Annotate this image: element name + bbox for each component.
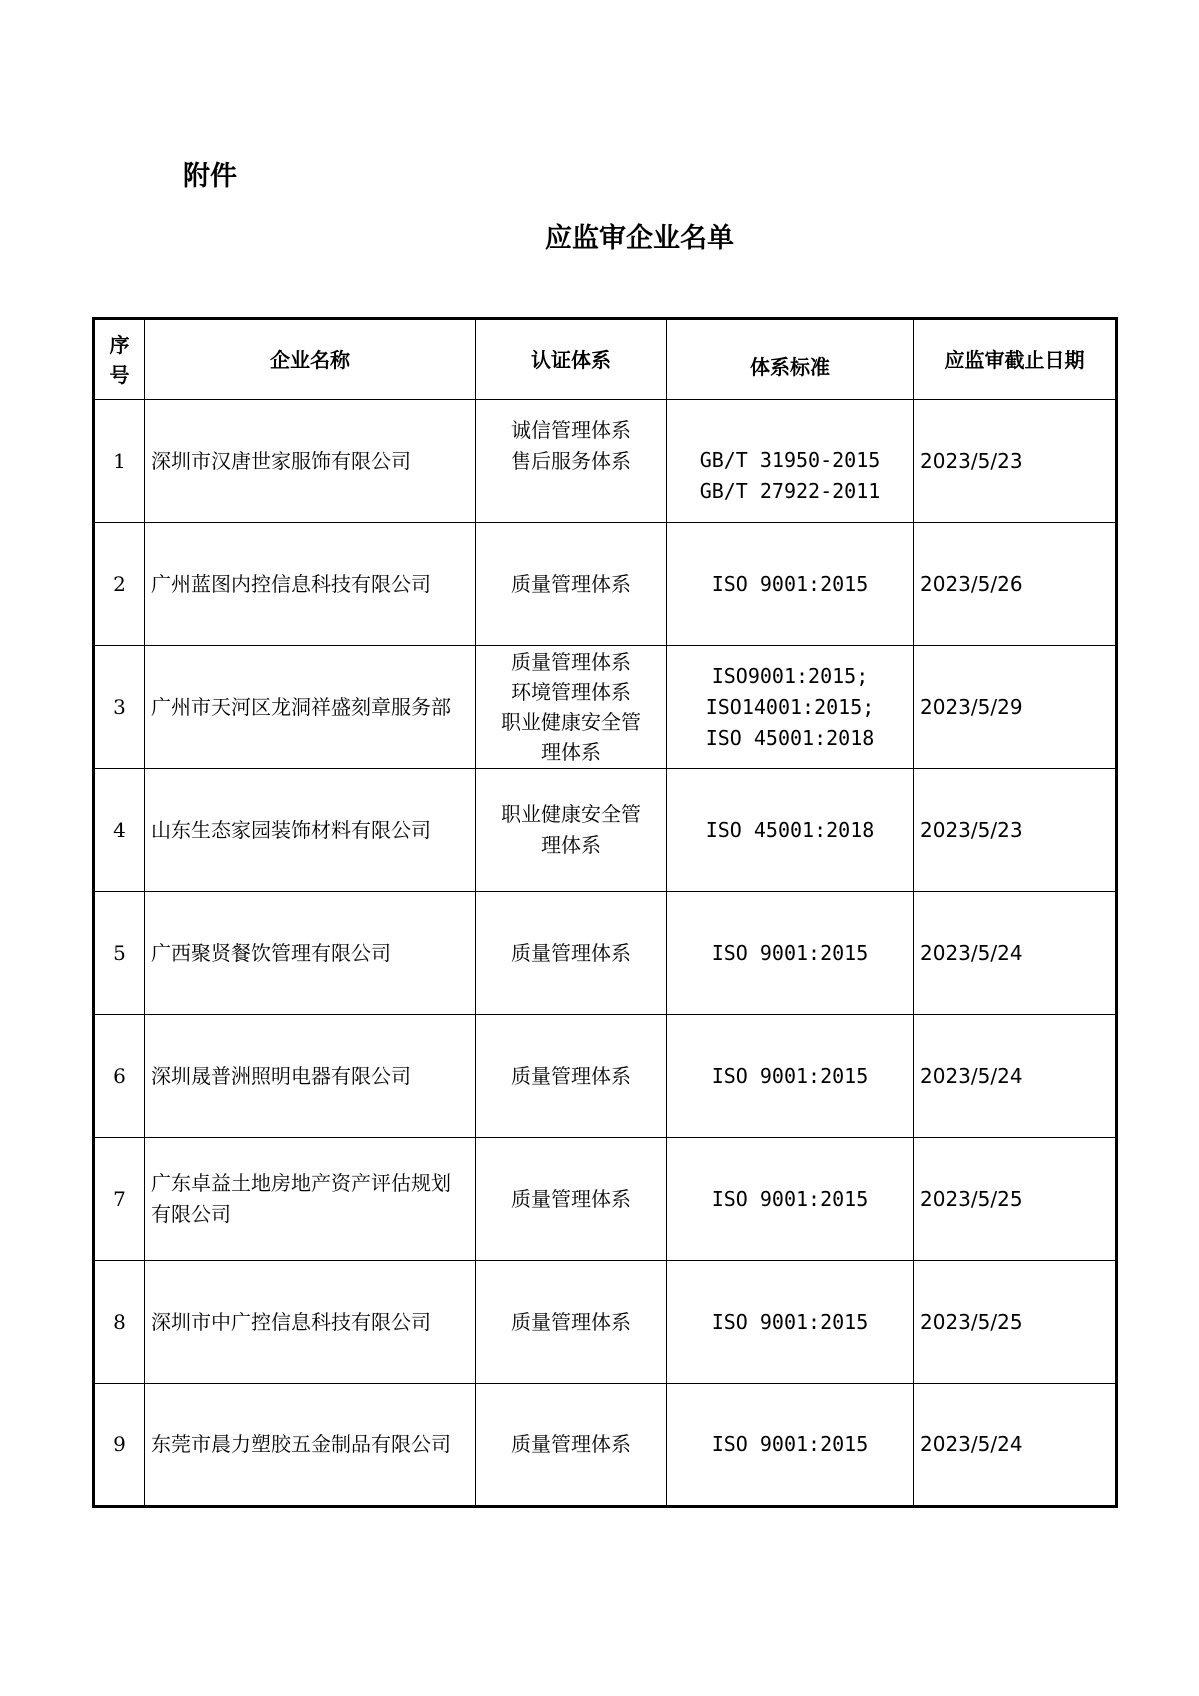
row-audit-deadline: 2023/5/25 (914, 1138, 1117, 1261)
row-enterprise-name: 深圳晟普洲照明电器有限公司 (145, 1015, 476, 1138)
row-system-standard: GB/T 31950-2015 GB/T 27922-2011 (667, 400, 914, 523)
header-serial-number (94, 319, 145, 400)
attachment-label: 附件 (183, 161, 237, 192)
row-system-standard: ISO9001:2015; ISO14001:2015; ISO 45001:2018 (667, 646, 914, 769)
header-audit-deadline: 应监审截止日期 (914, 319, 1117, 400)
table-row (94, 1384, 1117, 1507)
row-enterprise-name: 广州市天河区龙洞祥盛刻章服务部 (145, 646, 476, 769)
row-serial-number: 8 (94, 1261, 145, 1384)
row-system-standard: ISO 9001:2015 (667, 1015, 914, 1138)
table-row (94, 1015, 1117, 1138)
row-serial-number: 4 (94, 769, 145, 892)
table-row (94, 1261, 1117, 1384)
table-row (94, 892, 1117, 1015)
row-audit-deadline: 2023/5/24 (914, 1015, 1117, 1138)
row-audit-deadline: 2023/5/24 (914, 1384, 1117, 1507)
row-certification-system: 质量管理体系 (476, 892, 667, 1015)
header-certification-system: 认证体系 (476, 319, 667, 400)
table-header (94, 319, 1117, 400)
document-title: 应监审企业名单 (545, 223, 734, 254)
row-certification-system: 质量管理体系 (476, 1138, 667, 1261)
row-certification-system: 质量管理体系 (476, 523, 667, 646)
row-serial-number: 6 (94, 1015, 145, 1138)
row-system-standard: ISO 9001:2015 (667, 892, 914, 1015)
row-audit-deadline: 2023/5/25 (914, 1261, 1117, 1384)
row-certification-system: 质量管理体系 环境管理体系 职业健康安全管 理体系 (476, 646, 667, 769)
row-serial-number: 3 (94, 646, 145, 769)
row-enterprise-name: 广东卓益土地房地产资产评估规划有限公司 (145, 1138, 476, 1261)
header-serial-line1: 序 (109, 332, 130, 357)
row-enterprise-name: 东莞市晨力塑胶五金制品有限公司 (145, 1384, 476, 1507)
row-system-standard: ISO 9001:2015 (667, 1261, 914, 1384)
table-row (94, 769, 1117, 892)
row-system-standard: ISO 9001:2015 (667, 523, 914, 646)
row-system-standard: ISO 45001:2018 (667, 769, 914, 892)
row-audit-deadline: 2023/5/29 (914, 646, 1117, 769)
row-enterprise-name: 广州蓝图内控信息科技有限公司 (145, 523, 476, 646)
row-system-standard: ISO 9001:2015 (667, 1384, 914, 1507)
table-row (94, 400, 1117, 523)
row-enterprise-name: 广西聚贤餐饮管理有限公司 (145, 892, 476, 1015)
header-system-standard: 体系标准 (667, 319, 914, 400)
row-audit-deadline: 2023/5/26 (914, 523, 1117, 646)
row-serial-number: 2 (94, 523, 145, 646)
row-audit-deadline: 2023/5/24 (914, 892, 1117, 1015)
row-system-standard: ISO 9001:2015 (667, 1138, 914, 1261)
table-row (94, 1138, 1117, 1261)
row-enterprise-name: 深圳市中广控信息科技有限公司 (145, 1261, 476, 1384)
row-certification-system: 质量管理体系 (476, 1384, 667, 1507)
row-certification-system: 诚信管理体系 售后服务体系 (476, 400, 667, 523)
row-serial-number: 9 (94, 1384, 145, 1507)
row-enterprise-name: 山东生态家园装饰材料有限公司 (145, 769, 476, 892)
row-audit-deadline: 2023/5/23 (914, 400, 1117, 523)
row-serial-number: 5 (94, 892, 145, 1015)
row-certification-system: 质量管理体系 (476, 1261, 667, 1384)
row-serial-number: 7 (94, 1138, 145, 1261)
table-body (94, 400, 1117, 1507)
table-row (94, 646, 1117, 769)
row-certification-system: 质量管理体系 (476, 1015, 667, 1138)
enterprise-audit-table (92, 317, 1118, 1508)
header-row (94, 319, 1117, 400)
row-certification-system: 职业健康安全管 理体系 (476, 769, 667, 892)
header-serial-line2: 号 (109, 362, 130, 387)
header-enterprise-name: 企业名称 (145, 319, 476, 400)
row-enterprise-name: 深圳市汉唐世家服饰有限公司 (145, 400, 476, 523)
row-audit-deadline: 2023/5/23 (914, 769, 1117, 892)
row-serial-number: 1 (94, 400, 145, 523)
table-row (94, 523, 1117, 646)
